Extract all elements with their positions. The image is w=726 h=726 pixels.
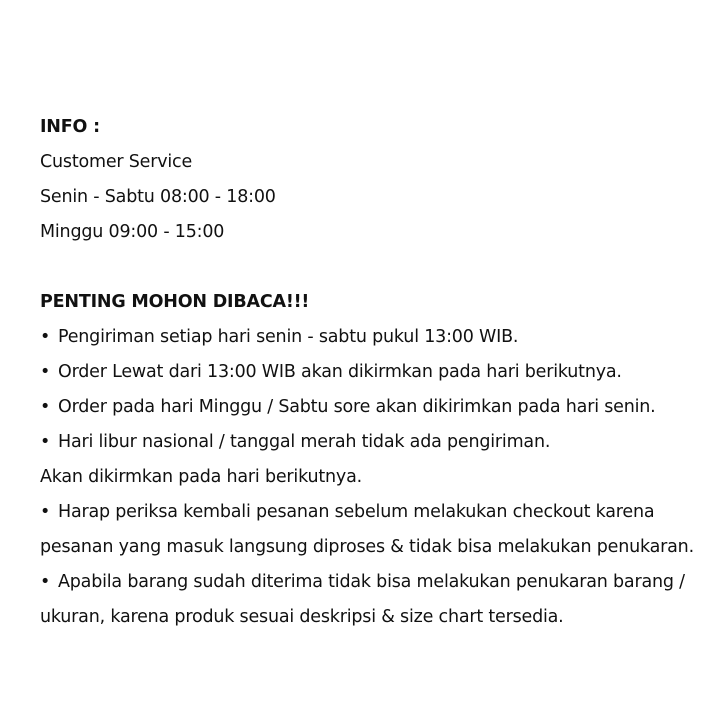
- bullet-icon: •: [40, 362, 51, 382]
- list-item-text: Hari libur nasional / tanggal merah tidak ada pengiriman.: [58, 432, 551, 452]
- notice-heading: PENTING MOHON DIBACA!!!: [40, 292, 310, 312]
- list-item-text: Order Lewat dari 13:00 WIB akan dikirmkan pada hari berikutnya.: [58, 362, 622, 382]
- sunday-hours: Minggu 09:00 - 15:00: [40, 222, 225, 242]
- bullet-icon: •: [40, 432, 51, 452]
- bullet-icon: •: [40, 327, 51, 347]
- list-item: [40, 425, 710, 460]
- list-item-continuation: ukuran, karena produk sesuai deskripsi & size chart tersedia.: [40, 607, 564, 627]
- list-item-text: Apabila barang sudah diterima tidak bisa melakukan penukaran barang /: [58, 572, 685, 592]
- list-item: [40, 355, 710, 390]
- list-item: [40, 320, 710, 355]
- list-item-text: Pengiriman setiap hari senin - sabtu pukul 13:00 WIB.: [58, 327, 519, 347]
- list-item: [40, 495, 710, 530]
- info-document: [40, 110, 710, 635]
- section-spacer: [40, 250, 710, 285]
- bullet-icon: •: [40, 572, 51, 592]
- list-item-continuation: Akan dikirmkan pada hari berikutnya.: [40, 467, 362, 487]
- list-item-text: Order pada hari Minggu / Sabtu sore akan dikirimkan pada hari senin.: [58, 397, 656, 417]
- list-item: [40, 565, 710, 600]
- list-item-text: Harap periksa kembali pesanan sebelum melakukan checkout karena: [58, 502, 655, 522]
- weekday-hours: Senin - Sabtu 08:00 - 18:00: [40, 187, 276, 207]
- info-heading: INFO :: [40, 117, 100, 137]
- list-item: [40, 390, 710, 425]
- list-item-continuation: pesanan yang masuk langsung diproses & tidak bisa melakukan penukaran.: [40, 537, 694, 557]
- customer-service-label: Customer Service: [40, 152, 193, 172]
- bullet-icon: •: [40, 502, 51, 522]
- bullet-icon: •: [40, 397, 51, 417]
